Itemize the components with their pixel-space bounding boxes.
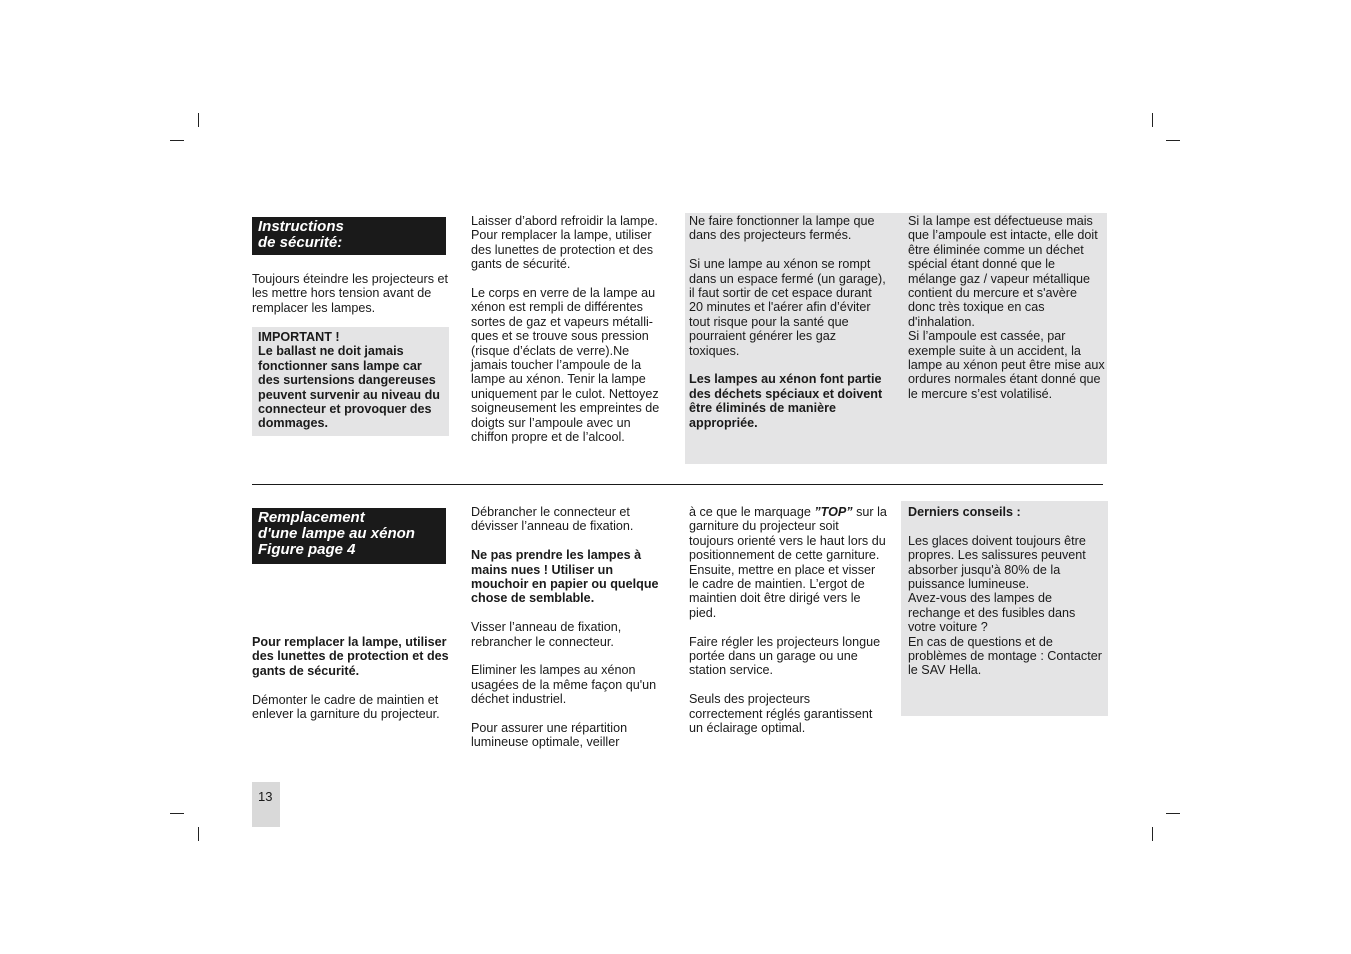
crop-mark [170,140,184,141]
top-marking-pre: à ce que le marquage [689,505,815,519]
light-distribution-text: Pour assurer une répartition lumineuse optimale, veiller [471,721,628,750]
crop-mark [198,827,199,841]
top-marking-text [689,505,887,620]
top-marking-post: sur la garniture du projecteur soit toujours orienté vers le haut lors du positionnement de cette garniture. Ensuite, mettre en place et visser le cadre de maintien. L’ergot de maintien doit être dirigé vers le pied. [689,505,887,620]
protection-text: Pour remplacer la lampe, utiliser des lunettes de protection et des gants de sécurité. [252,635,449,678]
safety-col-3 [689,214,887,430]
broken-bulb-text: Si l’ampoule est cassée, par exemple suite à un accident, la lampe au xénon peut être mise aux ordures normales étant donné que le mercure s’est volatilisé. [908,329,1105,401]
safety-intro: Toujours éteindre les projecteurs et les mettre hors tension avant de remplacer les lampes. [252,272,449,315]
dismount-text: Démonter le cadre de maintien et enlever la garniture du projecteur. [252,692,440,722]
replacement-col-3 [689,505,887,735]
closed-projector-text: Ne faire fonctionner la lampe que dans des projecteurs fermés. [689,214,875,243]
special-waste-text: Les lampes au xénon font partie des déchets spéciaux et doivent être éliminés de manière appropriée. [689,372,883,430]
cooldown-text: Laisser d’abord refroidir la lampe. Pour remplacer la lampe, utiliser des lunettes de protection et des gants de sécurité. [471,214,658,272]
tips-contact: En cas de questions et de problèmes de montage : Contacter le SAV Hella. [908,634,1102,678]
adjust-text: Faire régler les projecteurs longue portée dans un garage ou une station service. [689,634,881,678]
replacement-col-1 [252,635,450,721]
crop-mark [1152,827,1153,841]
optimal-lighting-text: Seuls des projecteurs correctement réglés garantissent un éclairage optimal. [689,692,873,736]
bare-hands-warning: Ne pas prendre les lampes à mains nues ! Utiliser un mouchoir en papier ou quelque chose de semblable. [471,548,659,606]
safety-col-4 [908,214,1106,401]
crop-mark [170,813,184,814]
screw-ring-text: Visser l’anneau de fixation, rebrancher le connecteur. [471,620,622,649]
crop-mark [1166,140,1180,141]
crop-mark [1152,113,1153,127]
safety-heading: Instructions de sécurité: [252,217,446,255]
crop-mark [198,113,199,127]
safety-col-2 [471,214,669,444]
disconnect-text: Débrancher le connecteur et dévisser l’anneau de fixation. [471,505,634,534]
tips-title: Derniers conseils : [908,505,1021,519]
crop-mark [1166,813,1180,814]
tips-col [908,505,1106,678]
top-marking-label: ”TOP” [814,505,853,519]
defective-lamp-text: Si la lampe est défectueuse mais que l’ampoule est intacte, elle doit être éliminée comme un déchet spécial étant donné que le mélange gaz / vapeur métallique contient du mercure et s'avère donc très toxique en cas d'inhalation. [908,214,1098,329]
replacement-heading: Remplacement d'une lampe au xénon Figure page 4 [252,508,446,564]
tips-spares: Avez-vous des lampes de rechange et des fusibles dans votre voiture ? [908,591,1076,635]
page-number: 13 [252,782,280,827]
important-text: Le ballast ne doit jamais fonctionner sans lampe car des surtensions dangereuses peuvent survenir au niveau du connecteur et provoquer des dommages. [258,344,440,431]
important-title: IMPORTANT ! [258,330,340,344]
disposal-text: Eliminer les lampes au xénon usagées de la même façon qu'un déchet industriel. [471,663,657,707]
important-block [258,330,446,431]
safety-col-1 [252,272,450,315]
section-divider [252,484,1103,485]
glass-body-text: Le corps en verre de la lampe au xénon est rempli de différentes sortes de gaz et vapeurs métalli- ques et se trouve sous pression (risque d’éclats de verre).Ne jamais toucher l’ampoule de la lampe au xénon. Tenir la lampe uniquement par le culot. Nettoyez soigneusement les empreintes de doigts sur l’ampoule avec un chiffon propre et de l’alcool. [471,286,660,445]
rupture-text: Si une lampe au xénon se rompt dans un espace fermé (un garage), il faut sortir de cet espace durant 20 minutes et l'aérer afin d’éviter tout risque pour la santé que pourraient générer les gaz toxiques. [689,257,886,358]
replacement-col-2 [471,505,669,750]
tips-clean-glass: Les glaces doivent toujours être propres. Les salissures peuvent absorber jusqu'à 80% de la puissance lumineuse. [908,533,1086,592]
